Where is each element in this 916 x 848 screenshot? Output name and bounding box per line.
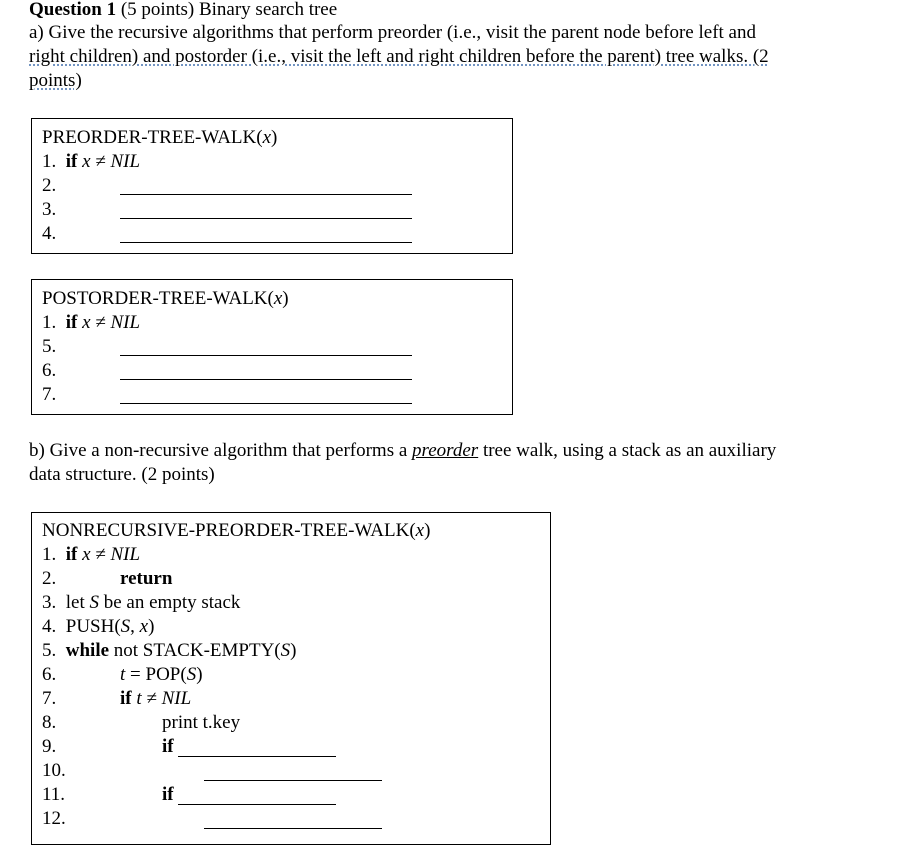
- preorder-title: PREORDER-TREE-WALK(x): [42, 127, 278, 148]
- nonrec-line-1: 1. if x ≠ NIL: [42, 544, 141, 565]
- nonrec-line-11-blank[interactable]: [178, 804, 336, 805]
- nonrec-line-9-blank[interactable]: [178, 756, 336, 757]
- nonrec-line-2: return: [120, 568, 173, 589]
- preorder-line-4-blank[interactable]: [120, 242, 412, 243]
- nonrec-line-7-number: 7.: [42, 688, 57, 709]
- nonrecursive-title: NONRECURSIVE-PREORDER-TREE-WALK(x): [42, 520, 431, 541]
- question-points: (5 points) Binary search tree: [120, 0, 338, 20]
- preorder-box: [31, 118, 513, 254]
- nonrec-line-5: 5. while not STACK-EMPTY(S): [42, 640, 297, 661]
- nonrec-line-10-number: 10.: [42, 760, 66, 781]
- nonrecursive-box: [31, 512, 551, 845]
- nonrec-line-12-number: 12.: [42, 808, 66, 829]
- part-b-line-1: b) Give a non-recursive algorithm that performs a preorder tree walk, using a stack as an auxiliary: [29, 440, 777, 461]
- postorder-line-1: 1. if x ≠ NIL: [42, 312, 141, 333]
- nonrec-line-11-keyword: if: [162, 784, 174, 805]
- nonrec-line-3: 3. let S be an empty stack: [42, 592, 241, 613]
- nonrec-line-8-number: 8.: [42, 712, 57, 733]
- preorder-line-4-number: 4.: [42, 223, 57, 244]
- preorder-emphasis: preorder: [412, 440, 479, 461]
- nonrec-line-10-blank[interactable]: [204, 780, 382, 781]
- preorder-line-3-number: 3.: [42, 199, 57, 220]
- postorder-line-7-blank[interactable]: [120, 403, 412, 404]
- postorder-line-7-number: 7.: [42, 384, 57, 405]
- preorder-line-2-blank[interactable]: [120, 194, 412, 195]
- nonrec-line-11-number: 11.: [42, 784, 66, 805]
- nonrec-line-6: t = POP(S): [120, 664, 203, 685]
- nonrec-line-9-number: 9.: [42, 736, 57, 757]
- question-heading: [29, 0, 337, 22]
- part-a-line-2: right children) and postorder (i.e., visit the left and right children before the parent) tree walks. (2: [29, 46, 769, 67]
- nonrec-line-9-keyword: if: [162, 736, 174, 757]
- postorder-line-5-blank[interactable]: [120, 355, 412, 356]
- postorder-line-5-number: 5.: [42, 336, 57, 357]
- preorder-line-3-blank[interactable]: [120, 218, 412, 219]
- nonrec-line-7: if t ≠ NIL: [120, 688, 192, 709]
- part-a-line-3: points): [29, 70, 82, 91]
- preorder-line-2-number: 2.: [42, 175, 57, 196]
- nonrec-line-6-number: 6.: [42, 664, 57, 685]
- nonrec-line-12-blank[interactable]: [204, 828, 382, 829]
- nonrec-line-8: print t.key: [162, 712, 241, 733]
- postorder-box: [31, 279, 513, 415]
- nonrec-line-2-number: 2.: [42, 568, 57, 589]
- postorder-line-6-blank[interactable]: [120, 379, 412, 380]
- postorder-line-6-number: 6.: [42, 360, 57, 381]
- question-number: Question 1: [29, 0, 117, 20]
- nonrec-line-4: 4. PUSH(S, x): [42, 616, 155, 637]
- preorder-line-1: 1. if x ≠ NIL: [42, 151, 141, 172]
- part-a-line-1: a) Give the recursive algorithms that perform preorder (i.e., visit the parent node before left and: [29, 22, 756, 43]
- postorder-title: POSTORDER-TREE-WALK(x): [42, 288, 289, 309]
- part-b-line-2: data structure. (2 points): [29, 464, 215, 485]
